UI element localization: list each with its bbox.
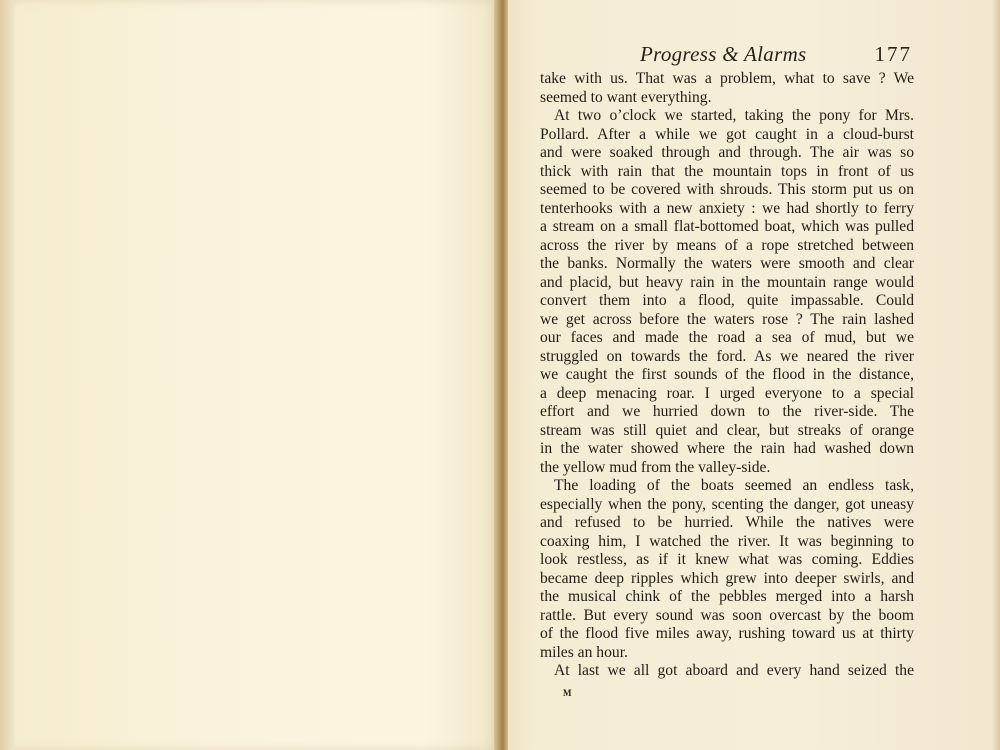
text-line: the banks. Normally the waters were smooth and clear [540, 255, 914, 272]
text-line: miles an hour. [540, 643, 628, 661]
page-edge [992, 0, 1000, 750]
text-line: we get across before the waters rose ? The rain lashed [540, 310, 914, 328]
text-line: a stream on a small flat-bottomed boat, which was pulled [540, 218, 914, 235]
text-line: coaxing him, I watched the river. It was beginning to [540, 532, 914, 550]
text-line: seemed to want everything. [540, 88, 712, 106]
text-line: across the river by means of a rope stretched between [540, 236, 914, 254]
signature-mark: M [563, 688, 572, 698]
text-line: and were soaked through and through. The air was so [540, 144, 914, 161]
text-line: struggled on towards the ford. As we neared the river [540, 347, 914, 365]
text-line: The loading of the boats seemed an endless task, [554, 477, 914, 494]
text-line: At last we all got aboard and every hand seized the [554, 662, 914, 679]
running-head [640, 42, 918, 66]
text-line: Pollard. After a while we got caught in a cloud-burst [540, 125, 914, 143]
page-number: 177 [874, 42, 912, 66]
text-line: and refused to be hurried. While the natives were [540, 514, 914, 531]
body-text [540, 70, 914, 681]
running-title: Progress & Alarms [640, 42, 807, 66]
text-line: convert them into a flood, quite impassable. Could [540, 292, 914, 309]
text-line: take with us. That was a problem, what to save ? We [540, 70, 914, 87]
text-line: our faces and made the road a sea of mud, but we [540, 329, 914, 346]
text-line: and placid, but heavy rain in the mountain range would [540, 273, 914, 291]
text-line: seemed to be covered with shrouds. This storm put us on [540, 181, 914, 198]
text-line: At two o’clock we started, taking the pony for Mrs. [554, 107, 914, 124]
text-line: look restless, as if it knew what was coming. Eddies [540, 551, 914, 568]
text-line: we caught the first sounds of the flood in the distance, [540, 366, 914, 383]
text-line: effort and we hurried down to the river-side. The [540, 403, 914, 420]
left-page-blank [14, 0, 498, 750]
text-line: rattle. But every sound was soon overcast by the boom [540, 606, 914, 624]
text-line: the yellow mud from the valley-side. [540, 458, 771, 476]
text-line: especially when the pony, scenting the danger, got uneasy [540, 495, 914, 513]
text-line: tenterhooks with a new anxiety : we had shortly to ferry [540, 199, 914, 217]
text-line: thick with rain that the mountain tops in front of us [540, 162, 914, 180]
text-line: in the water showed where the rain had washed down [540, 440, 914, 457]
text-line: the musical chink of the pebbles merged into a harsh [540, 588, 914, 605]
text-line: of the flood five miles away, rushing toward us at thirty [540, 625, 914, 642]
text-line: became deep ripples which grew into deeper swirls, and [540, 569, 914, 587]
text-line: a deep menacing roar. I urged everyone to a special [540, 384, 914, 402]
text-line: stream was still quiet and clear, but streaks of orange [540, 421, 914, 439]
